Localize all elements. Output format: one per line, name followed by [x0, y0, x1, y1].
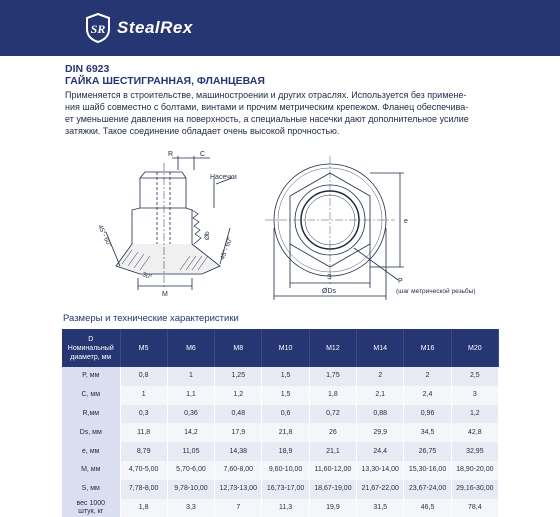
label-c: C — [200, 151, 206, 158]
table-row — [62, 480, 499, 499]
table-cell: 21,8 — [262, 423, 309, 442]
row-label — [62, 442, 120, 461]
row-label-line: Ds, мм — [79, 428, 102, 436]
table-cell: 21,67-22,00 — [357, 480, 404, 499]
table-cell: 12,73-13,00 — [215, 480, 262, 499]
table-cell: 1,2 — [215, 386, 262, 405]
top-view — [265, 156, 404, 300]
table-cell: 0,96 — [404, 405, 451, 424]
table-cell: 8,79 — [120, 442, 167, 461]
technical-drawing — [60, 148, 500, 306]
table-cell: 5,70-6,00 — [167, 461, 214, 480]
table-cell: 1,5 — [262, 386, 309, 405]
table-cell: 7 — [215, 499, 262, 517]
row-label-line: S, мм — [81, 485, 100, 493]
table-cell: 11,8 — [120, 423, 167, 442]
row-label-line: P, мм — [82, 372, 100, 380]
row-label — [62, 405, 120, 424]
table-cell: 3 — [451, 386, 498, 405]
table-cell: 34,5 — [404, 423, 451, 442]
product-title: ГАЙКА ШЕСТИГРАННАЯ, ФЛАНЦЕВАЯ — [65, 75, 265, 87]
header-line: D — [88, 335, 94, 343]
row-label — [62, 367, 120, 386]
label-ds: ØDs — [322, 288, 336, 295]
row-label — [62, 461, 120, 480]
table-cell: 4,70-5,00 — [120, 461, 167, 480]
label-angle-left: 45°- 60° — [96, 223, 113, 249]
table-cell: 26,75 — [404, 442, 451, 461]
table-row — [62, 442, 499, 461]
table-row — [62, 499, 499, 517]
table-row — [62, 461, 499, 480]
specs-section-title: Размеры и технические характеристики — [63, 313, 239, 324]
brand-name: StealRex — [117, 18, 193, 37]
label-thirty: 30° — [141, 271, 153, 282]
table-cell: 1,25 — [215, 367, 262, 386]
table-cell: 18,67-19,00 — [309, 480, 356, 499]
table-row — [62, 423, 499, 442]
table-cell: 42,8 — [451, 423, 498, 442]
label-p: P — [398, 278, 403, 285]
table-cell: 21,1 — [309, 442, 356, 461]
label-e: e — [404, 218, 408, 225]
header-size: M12 — [309, 329, 356, 367]
table-cell: 17,9 — [215, 423, 262, 442]
logo-mark-text: SR — [90, 22, 106, 36]
table-cell: 23,67-24,00 — [404, 480, 451, 499]
table-cell: 9,78-10,00 — [167, 480, 214, 499]
table-cell: 14,38 — [215, 442, 262, 461]
label-m: M — [162, 291, 168, 298]
header-diameter — [62, 329, 120, 367]
row-label — [62, 480, 120, 499]
header-size: M6 — [167, 329, 214, 367]
row-label-line: C, мм — [81, 391, 101, 399]
table-cell: 9,60-10,00 — [262, 461, 309, 480]
table-cell: 1,75 — [309, 367, 356, 386]
standard-code: DIN 6923 — [65, 63, 110, 75]
table-cell: 0,88 — [357, 405, 404, 424]
table-row — [62, 386, 499, 405]
row-label — [62, 423, 120, 442]
table-cell: 78,4 — [451, 499, 498, 517]
table-cell: 18,90-20,00 — [451, 461, 498, 480]
header-size: M8 — [215, 329, 262, 367]
table-cell: 1 — [167, 367, 214, 386]
table-cell: 1,2 — [451, 405, 498, 424]
table-cell: 0,6 — [262, 405, 309, 424]
table-cell: 13,30-14,00 — [357, 461, 404, 480]
description-line: ния шайб совместно с болтами, винтами и прочим метрическим крепежом. Фланец обеспечива- — [65, 102, 469, 112]
document-intro — [65, 63, 505, 137]
table-cell: 0,8 — [120, 367, 167, 386]
table-row — [62, 405, 499, 424]
product-description — [65, 89, 505, 137]
table-cell: 15,30-16,00 — [404, 461, 451, 480]
header-line: диаметр, мм — [70, 353, 112, 361]
brand-logo — [85, 12, 193, 44]
table-cell: 7,60-8,00 — [215, 461, 262, 480]
label-db: Øb — [204, 231, 211, 240]
table-cell: 0,72 — [309, 405, 356, 424]
header-size: M5 — [120, 329, 167, 367]
row-label-line: M, мм — [81, 466, 101, 474]
table-cell: 2 — [357, 367, 404, 386]
row-label — [62, 499, 120, 517]
table-cell: 18,9 — [262, 442, 309, 461]
label-notches: Насечки — [210, 174, 237, 181]
table-row — [62, 367, 499, 386]
brand-header — [0, 0, 560, 56]
table-cell: 1,8 — [309, 386, 356, 405]
header-size: M14 — [357, 329, 404, 367]
table-cell: 19,9 — [309, 499, 356, 517]
label-pitch: (шаг метрической резьбы) — [396, 288, 476, 295]
label-r: R — [168, 151, 174, 158]
table-cell: 1,1 — [167, 386, 214, 405]
table-cell: 11,3 — [262, 499, 309, 517]
table-cell: 2,1 — [357, 386, 404, 405]
table-cell: 0,3 — [120, 405, 167, 424]
table-cell: 1 — [120, 386, 167, 405]
header-line: Номинальный — [67, 344, 114, 352]
description-line: затяжки. Такое соединение обладает очень высокой прочностью. — [65, 126, 340, 136]
logo-mark-icon — [85, 13, 111, 43]
header-size: M16 — [404, 329, 451, 367]
description-line: Применяется в строительстве, машиностроении и других отраслях. Используется без примене- — [65, 90, 467, 100]
table-cell: 29,16-30,00 — [451, 480, 498, 499]
specs-table — [62, 329, 499, 517]
table-cell: 11,05 — [167, 442, 214, 461]
label-s: S — [327, 274, 332, 281]
table-cell: 0,36 — [167, 405, 214, 424]
table-cell: 0,48 — [215, 405, 262, 424]
table-cell: 1,8 — [120, 499, 167, 517]
table-cell: 2,4 — [404, 386, 451, 405]
header-size: M10 — [262, 329, 309, 367]
row-label-line: штук, кг — [78, 507, 104, 515]
table-cell: 2,5 — [451, 367, 498, 386]
table-cell: 14,2 — [167, 423, 214, 442]
table-cell: 46,5 — [404, 499, 451, 517]
table-cell: 7,78-8,00 — [120, 480, 167, 499]
table-cell: 31,5 — [357, 499, 404, 517]
row-label-line: вес 1000 — [76, 499, 106, 507]
row-label-line: R,мм — [82, 409, 100, 417]
table-cell: 32,95 — [451, 442, 498, 461]
table-cell: 3,3 — [167, 499, 214, 517]
table-cell: 2 — [404, 367, 451, 386]
specs-body — [62, 367, 499, 517]
row-label — [62, 386, 120, 405]
table-cell: 29,9 — [357, 423, 404, 442]
table-cell: 24,4 — [357, 442, 404, 461]
table-cell: 26 — [309, 423, 356, 442]
header-size: M20 — [451, 329, 498, 367]
table-cell: 16,73-17,00 — [262, 480, 309, 499]
table-cell: 11,60-12,00 — [309, 461, 356, 480]
label-angle-right: 45°- 60° — [219, 236, 234, 261]
row-label-line: e, мм — [82, 447, 100, 455]
description-line: ет уменьшение давления на поверхность, а специальные насечки дают дополнительное усилие — [65, 114, 469, 124]
table-cell: 1,5 — [262, 367, 309, 386]
specs-header-row — [62, 329, 499, 367]
